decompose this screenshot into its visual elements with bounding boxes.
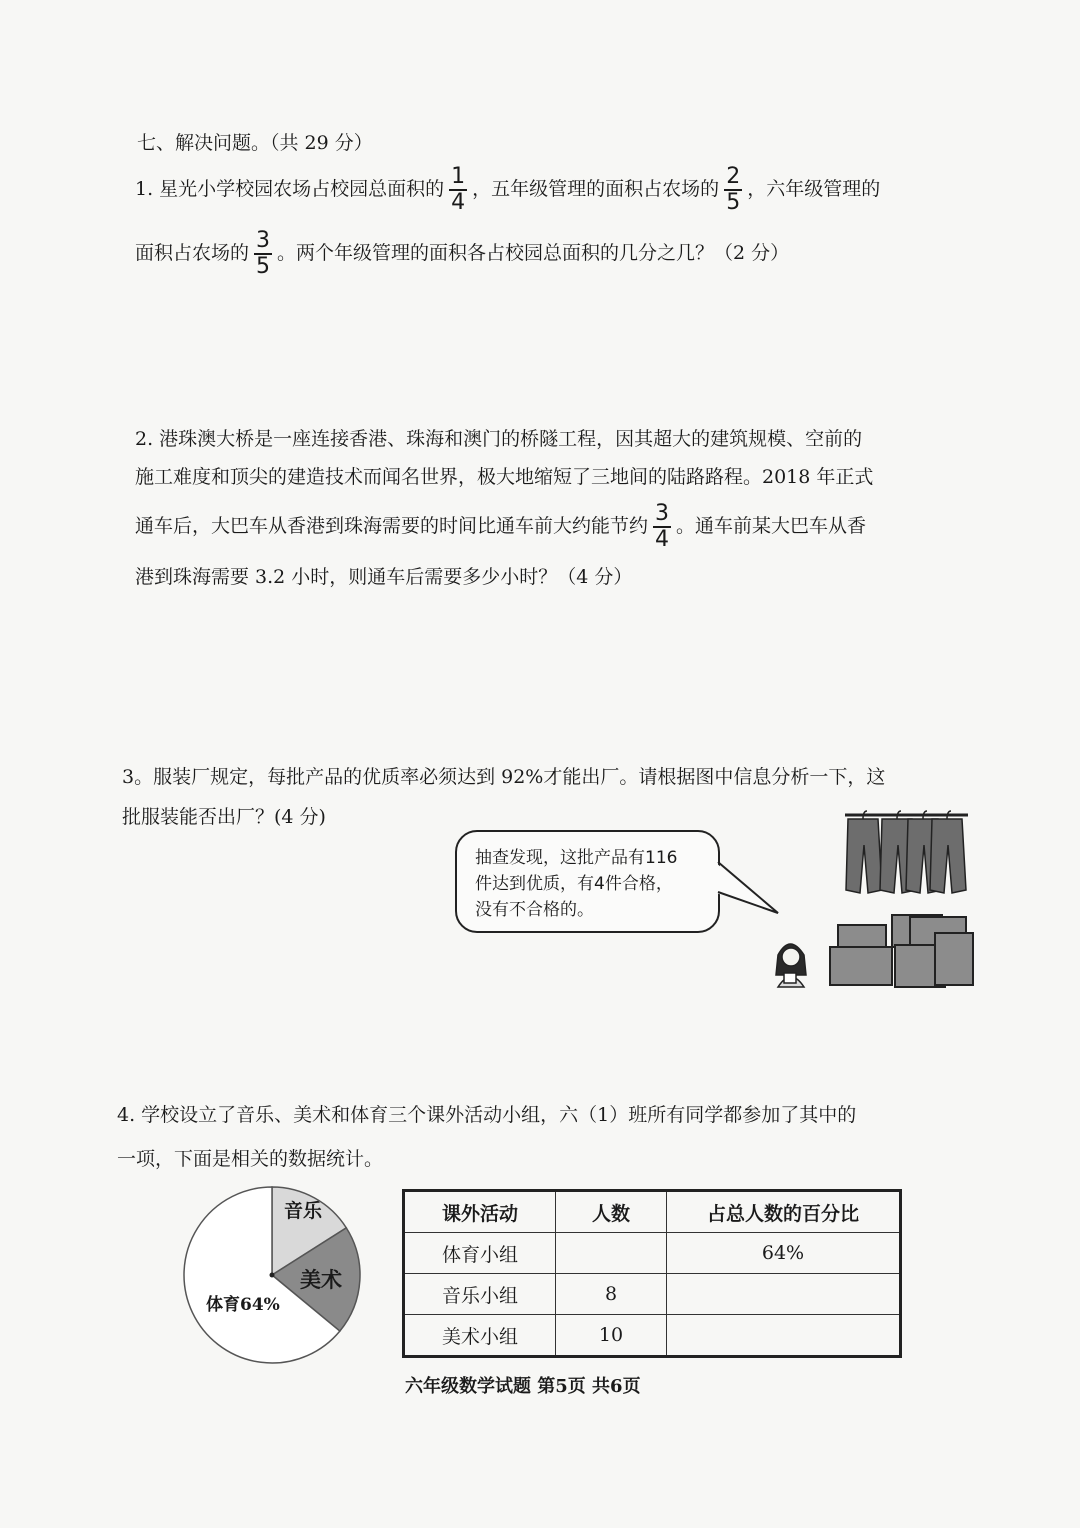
fraction-three-fifths: $\frac{3}{5}$ [256,228,271,279]
question-4 [117,1095,947,1179]
question-1-line-1 [135,165,965,215]
factory-illustration [770,805,980,995]
cell-count: 8 [556,1274,667,1315]
pie-chart [180,1180,380,1374]
bubble-line-1: 抽查发现，这批产品有116 [475,848,678,868]
q2-text-b: 。通车前某大巴车从香 [676,515,867,537]
cell-count: 10 [556,1315,667,1357]
pie-center-dot [270,1273,275,1278]
table-header-row [404,1191,901,1233]
question-2-line-1: 2. 港珠澳大桥是一座连接香港、珠海和澳门的桥隧工程，因其超大的建筑规模、空前的 [135,428,863,450]
boxes-icon [830,915,973,987]
page-footer: 六年级数学试题 第5页 共6页 [405,1376,641,1397]
cell-count[interactable] [556,1233,667,1274]
q2-text-a: 通车后，大巴车从香港到珠海需要的时间比通车前大约能节约 [135,515,649,537]
pie-label-art: 美术 [300,1267,342,1292]
cell-percent[interactable] [667,1315,901,1357]
fraction-two-fifths: $\frac{2}{5}$ [726,164,741,215]
cell-percent[interactable] [667,1274,901,1315]
question-3-line-1: 3。服装厂规定，每批产品的优质率必须达到 92%才能出厂。请根据图中信息分析一下，这 [122,766,886,788]
cell-activity: 体育小组 [404,1233,556,1274]
header-percent: 占总人数的百分比 [667,1191,901,1233]
question-3-line-2: 批服装能否出厂？(4 分) [122,806,326,828]
pie-label-music: 音乐 [284,1200,323,1222]
question-2-line-2: 施工难度和顶尖的建造技术而闻名世界，极大地缩短了三地间的陆路路程。2018 年正式 [135,466,874,488]
inspector-girl-icon [776,944,806,987]
hanging-garments-icon [845,811,968,893]
question-2-line-4: 港到珠海需要 3.2 小时，则通车后需要多少小时？（4 分） [135,566,633,588]
activity-stats-table [402,1189,902,1358]
q1-text-c: ，六年级管理的 [747,178,881,200]
question-4-line-1: 4. 学校设立了音乐、美术和体育三个课外活动小组，六（1）班所有同学都参加了其中的 [117,1104,857,1126]
question-4-line-2: 一项，下面是相关的数据统计。 [117,1148,384,1170]
cell-percent: 64% [667,1233,901,1274]
cell-activity: 音乐小组 [404,1274,556,1315]
header-count: 人数 [556,1191,667,1233]
bubble-line-2: 件达到优质，有4件合格， [475,874,673,894]
question-2-line-3 [135,502,965,552]
header-activity: 课外活动 [404,1191,556,1233]
question-1 [135,165,965,279]
q1-text-e: 。两个年级管理的面积各占校园总面积的几分之几？（2 分） [277,242,790,264]
q1-text-b: ，五年级管理的面积占农场的 [472,178,720,200]
fraction-three-quarters: $\frac{3}{4}$ [655,501,670,552]
question-1-line-2 [135,229,965,279]
q1-text-d: 面积占农场的 [135,242,250,264]
fraction-one-quarter: $\frac{1}{4}$ [451,164,466,215]
q1-text-a: 1. 星光小学校园农场占校园总面积的 [135,178,445,200]
pie-label-sports: 体育64% [206,1295,280,1315]
speech-bubble [455,830,720,933]
cell-activity: 美术小组 [404,1315,556,1357]
table-row [404,1315,901,1357]
table-row [404,1274,901,1315]
section-title: 七、解决问题。（共 29 分） [137,132,373,154]
pie-chart-svg [180,1180,380,1370]
question-2 [135,420,965,596]
table-row [404,1233,901,1274]
bubble-line-3: 没有不合格的。 [475,900,594,920]
